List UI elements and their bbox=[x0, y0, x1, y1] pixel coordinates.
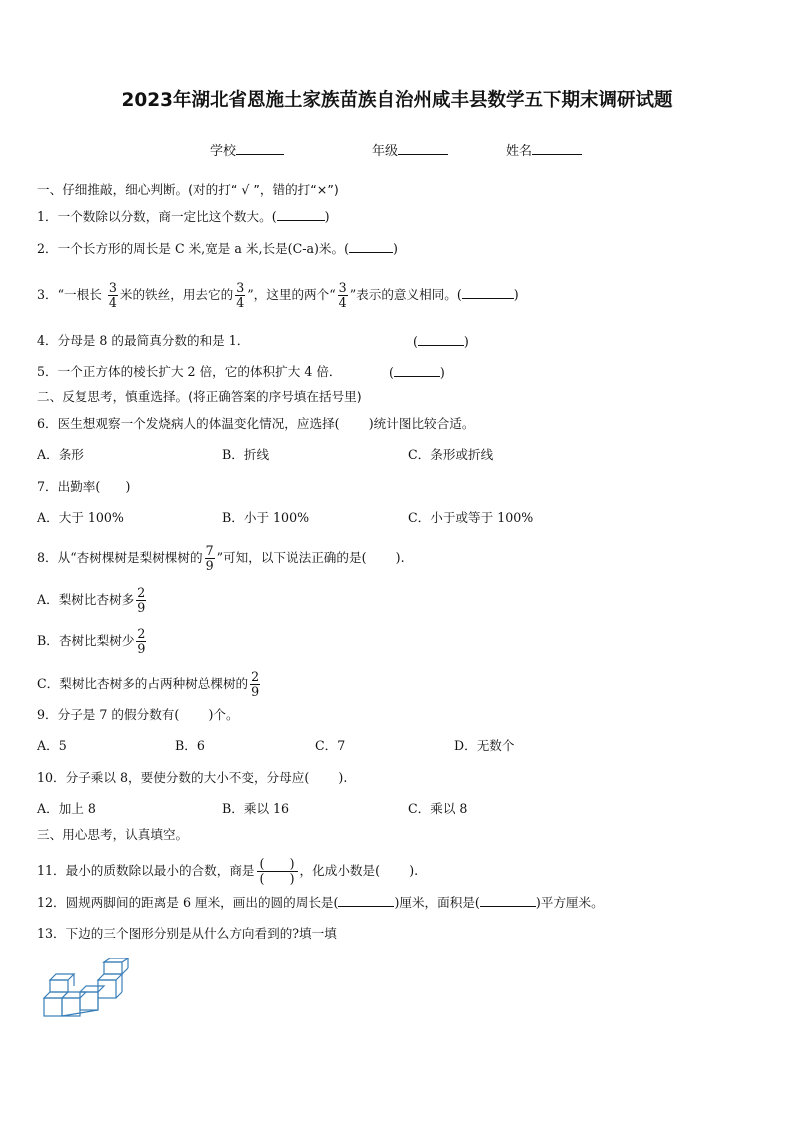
numerator: 3 bbox=[338, 280, 347, 295]
numerator: 3 bbox=[236, 280, 245, 295]
cube-top bbox=[80, 986, 104, 992]
question-3 bbox=[37, 281, 519, 310]
fraction bbox=[136, 586, 146, 615]
option-text: C．梨树比杏树多的占两种树总棵树的 bbox=[37, 676, 249, 691]
cube-top bbox=[104, 958, 128, 962]
option-c[interactable] bbox=[37, 670, 262, 699]
question-12 bbox=[37, 894, 604, 911]
grade-field bbox=[372, 140, 448, 159]
q3-text-c: ”，这里的两个“ bbox=[247, 287, 336, 302]
question-5 bbox=[37, 364, 342, 380]
question-4-text: 4．分母是 8 的最简真分数的和是 1． bbox=[37, 333, 250, 348]
name-field bbox=[506, 140, 582, 159]
cube-top bbox=[50, 974, 74, 980]
cube-top bbox=[98, 974, 122, 980]
q3-text-d: ”表示的意义相同。( bbox=[349, 287, 462, 302]
question-1 bbox=[37, 208, 330, 225]
option-a[interactable]: A．5 bbox=[37, 738, 67, 753]
answer-blank[interactable] bbox=[418, 333, 464, 346]
school-field bbox=[210, 140, 284, 159]
q3-text-a: 3．“一根长 bbox=[37, 287, 102, 302]
name-blank[interactable] bbox=[532, 141, 582, 155]
answer-blank[interactable] bbox=[349, 240, 393, 253]
option-c[interactable]: C．小于或等于 100% bbox=[408, 510, 534, 525]
denominator: 4 bbox=[236, 295, 245, 310]
paren-close: ) bbox=[513, 287, 519, 302]
page-title: 2023年湖北省恩施土家族苗族自治州咸丰县数学五下期末调研试题 bbox=[121, 90, 673, 111]
paren-close: ) bbox=[463, 334, 469, 349]
denominator: 4 bbox=[108, 295, 117, 310]
grade-label: 年级 bbox=[372, 144, 399, 159]
question-6: 6．医生想观察一个发烧病人的体温变化情况，应选择( )统计图比较合适。 bbox=[37, 416, 475, 431]
school-blank[interactable] bbox=[236, 141, 284, 155]
denominator: 9 bbox=[137, 600, 146, 615]
denominator: 9 bbox=[251, 684, 260, 699]
school-label: 学校 bbox=[210, 144, 237, 159]
area-blank[interactable] bbox=[480, 894, 536, 907]
fraction bbox=[205, 544, 215, 573]
section-3-heading: 三、用心思考，认真填空。 bbox=[37, 827, 189, 842]
question-2 bbox=[37, 240, 398, 257]
circumference-blank[interactable] bbox=[338, 894, 394, 907]
paren-close: ) bbox=[393, 241, 398, 256]
question-9: 9．分子是 7 的假分数有( )个。 bbox=[37, 707, 239, 722]
name-label: 姓名 bbox=[506, 144, 533, 159]
fraction bbox=[250, 670, 260, 699]
option-c[interactable]: C．7 bbox=[315, 738, 346, 753]
fraction-blank[interactable] bbox=[257, 857, 298, 886]
option-d[interactable]: D．无数个 bbox=[454, 738, 515, 753]
cube-edge bbox=[122, 968, 128, 974]
question-5-text: 5．一个正方体的棱长扩大 2 倍，它的体积扩大 4 倍． bbox=[37, 364, 342, 379]
option-text: B．杏树比梨树少 bbox=[37, 633, 135, 648]
paren-open: ( bbox=[413, 334, 418, 349]
cube-top bbox=[62, 992, 86, 998]
denominator: 4 bbox=[338, 295, 347, 310]
question-8 bbox=[37, 544, 405, 573]
fraction bbox=[338, 281, 348, 310]
grade-blank[interactable] bbox=[398, 141, 448, 155]
denominator: 9 bbox=[137, 641, 146, 656]
option-b[interactable]: B．小于 100% bbox=[222, 510, 310, 525]
cube-face bbox=[44, 998, 62, 1016]
option-c[interactable]: C．乘以 8 bbox=[408, 801, 468, 816]
option-a[interactable]: A．加上 8 bbox=[37, 801, 96, 816]
option-a[interactable]: A．条形 bbox=[37, 447, 84, 462]
question-5-answer bbox=[389, 364, 445, 381]
numerator: 7 bbox=[205, 543, 214, 558]
question-4 bbox=[37, 333, 249, 349]
section-2-heading: 二、反复思考，慎重选择。(将正确答案的序号填在括号里) bbox=[37, 389, 362, 404]
numerator: 2 bbox=[137, 585, 146, 600]
cube-face bbox=[104, 962, 122, 974]
numerator: 2 bbox=[251, 669, 260, 684]
q12-text-b: )厘米，面积是( bbox=[394, 895, 480, 910]
fraction bbox=[108, 281, 118, 310]
question-4-answer bbox=[413, 333, 469, 350]
option-b[interactable]: B．6 bbox=[175, 738, 205, 753]
q12-text-c: )平方厘米。 bbox=[535, 895, 604, 910]
fraction bbox=[235, 281, 245, 310]
question-13: 13．下边的三个图形分别是从什么方向看到的?填一填 bbox=[37, 926, 337, 941]
question-1-text: 1．一个数除以分数，商一定比这个数大。( bbox=[37, 209, 277, 224]
q8-text-a: 8．从“杏树棵树是梨树棵树的 bbox=[37, 550, 203, 565]
cube-stack-figure bbox=[40, 958, 130, 1022]
paren-close: ) bbox=[324, 209, 330, 224]
numerator: 3 bbox=[108, 280, 117, 295]
q3-text-b: 米的铁丝，用去它的 bbox=[119, 287, 234, 302]
q12-text-a: 12．圆规两脚间的距离是 6 厘米，画出的圆的周长是( bbox=[37, 895, 339, 910]
numerator-blank: ( ) bbox=[259, 856, 295, 871]
q11-text-b: ，化成小数是( ). bbox=[299, 863, 419, 878]
option-b[interactable]: B．乘以 16 bbox=[222, 801, 290, 816]
option-b[interactable]: B．折线 bbox=[222, 447, 270, 462]
numerator: 2 bbox=[137, 626, 146, 641]
question-2-text: 2．一个长方形的周长是 C 米,宽是 a 米,长是(C-a)米。( bbox=[37, 241, 350, 256]
cube-edge bbox=[116, 992, 122, 998]
question-7: 7．出勤率( ) bbox=[37, 479, 131, 494]
answer-blank[interactable] bbox=[394, 364, 440, 377]
paren-open: ( bbox=[389, 365, 394, 380]
cube-face bbox=[50, 980, 68, 992]
option-b[interactable] bbox=[37, 627, 148, 656]
answer-blank[interactable] bbox=[277, 208, 325, 221]
denominator-blank: ( ) bbox=[259, 871, 295, 886]
fraction bbox=[136, 627, 146, 656]
section-1-heading: 一、仔细推敲，细心判断。(对的打“ √ ”，错的打“×”) bbox=[37, 182, 339, 197]
q8-text-b: ”可知，以下说法正确的是( ). bbox=[216, 550, 405, 565]
question-10: 10．分子乘以 8，要使分数的大小不变，分母应( ). bbox=[37, 770, 348, 785]
option-text: A．梨树比杏树多 bbox=[37, 592, 135, 607]
denominator: 9 bbox=[205, 558, 214, 573]
option-a[interactable]: A．大于 100% bbox=[37, 510, 124, 525]
option-a[interactable] bbox=[37, 586, 148, 615]
question-11 bbox=[37, 857, 418, 886]
option-c[interactable]: C．条形或折线 bbox=[408, 447, 494, 462]
answer-blank[interactable] bbox=[462, 286, 514, 299]
paren-close: ) bbox=[439, 365, 445, 380]
q11-text-a: 11．最小的质数除以最小的合数，商是 bbox=[37, 863, 255, 878]
